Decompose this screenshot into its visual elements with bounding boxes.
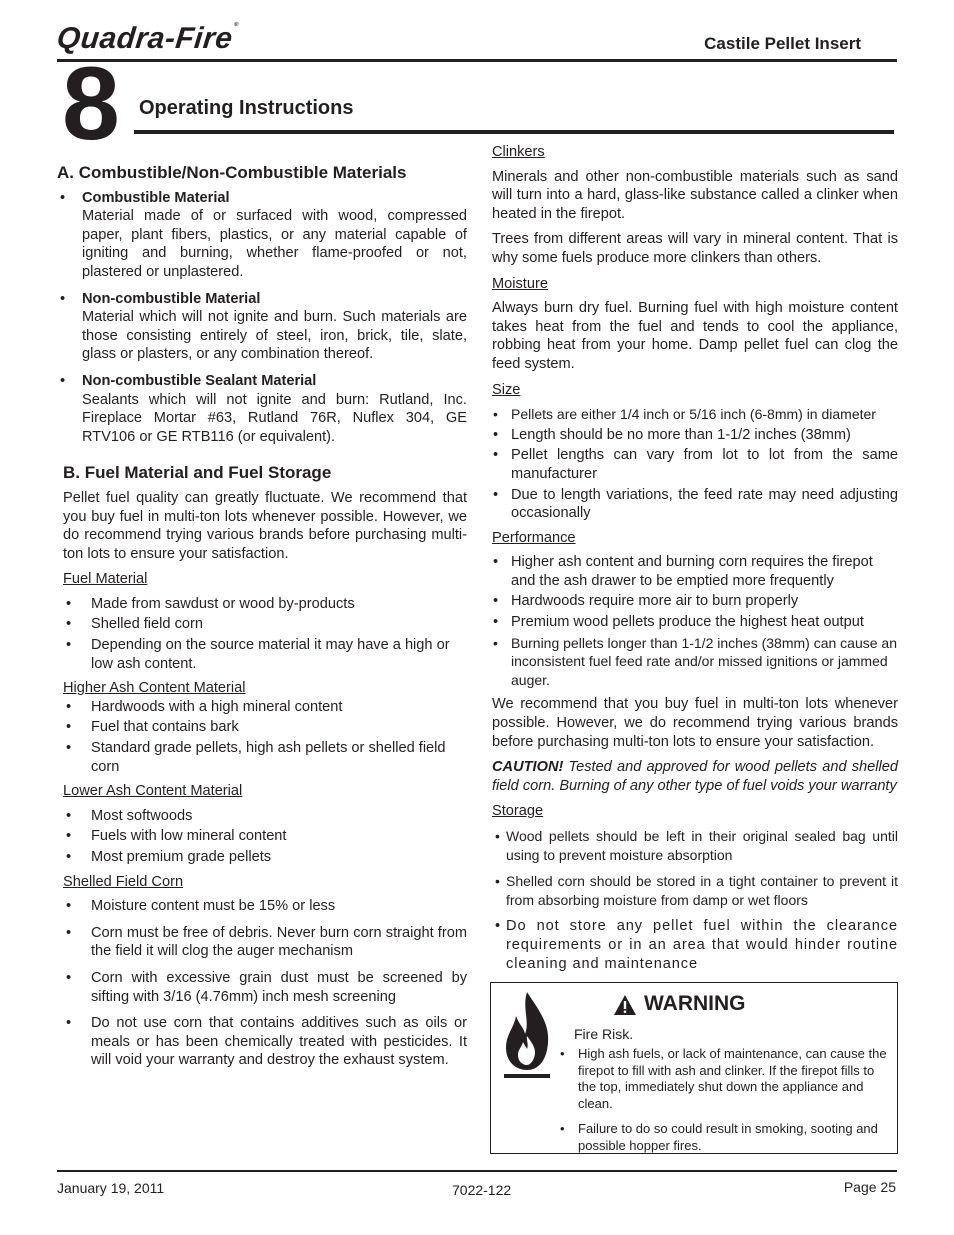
chapter-title: Operating Instructions bbox=[139, 97, 354, 119]
caution-text: Tested and approved for wood pellets and shelled field corn. Burning of any other type of fuel voids your warranty bbox=[492, 759, 898, 794]
chapter-number: 8 bbox=[62, 46, 118, 162]
warning-heading: WARNING bbox=[644, 992, 746, 1015]
list-item: • Shelled field corn bbox=[63, 615, 467, 634]
subheading: Clinkers bbox=[492, 144, 545, 160]
list-item: • Do not store any pellet fuel within the clearance requirements or in an area that would hinder routine cleaning and maintenance bbox=[492, 917, 898, 973]
subheading: Performance bbox=[492, 529, 576, 546]
product-name: Castile Pellet Insert bbox=[704, 34, 861, 53]
list-item: • Moisture content must be 15% or less bbox=[63, 897, 467, 916]
list-item: • Shelled corn should be stored in a tight container to prevent it from absorbing moisture from damp or wet floors bbox=[492, 872, 898, 909]
fire-icon bbox=[500, 990, 555, 1090]
item-text: Material made of or surfaced with wood, compressed paper, plant fibers, plastics, or any material capable of igniting and burning, whether flame-proofed or not, plastered or unplastered. bbox=[82, 208, 467, 280]
warning-item: • High ash fuels, or lack of maintenance, can cause the firepot to fill with ash and clinker. If the firepot fills to the top, immediately shut down the appliance and clean. bbox=[560, 1046, 890, 1112]
brand-logo: Quadra-Fire® bbox=[55, 22, 240, 55]
subheading: Moisture bbox=[492, 275, 548, 292]
warning-triangle-icon bbox=[613, 994, 637, 1021]
subheading: Fuel Material bbox=[63, 571, 148, 588]
list-item bbox=[57, 290, 467, 364]
right-column bbox=[492, 143, 898, 979]
section-b-heading: B. Fuel Material and Fuel Storage bbox=[63, 463, 332, 483]
item-title: • Combustible Material bbox=[82, 189, 230, 206]
list-item: • Depending on the source material it may have a high or low ash content. bbox=[63, 636, 467, 673]
subheading: Size bbox=[492, 381, 521, 398]
item-text: Sealants which will not ignite and burn: Rutland, Inc. Fireplace Mortar #63, Rutland 76R, Nuflex 304, GE RTV106 or GE RTB116 (or equivalent). bbox=[82, 391, 467, 445]
list-item: • Pellets are either 1/4 inch or 5/16 inch (6-8mm) in diameter bbox=[492, 405, 898, 424]
caution-label: CAUTION! bbox=[492, 759, 564, 776]
item-title: • Non-combustible Material bbox=[82, 290, 261, 307]
subheading: Higher Ash Content Material bbox=[63, 680, 246, 697]
list-item: • Hardwoods require more air to burn properly bbox=[492, 592, 898, 611]
list-item: • Do not use corn that contains additives such as oils or meals or has been chemically treated with pesticides. It will void your warranty and destroy the exhaust system. bbox=[63, 1014, 467, 1070]
list-item: • Most softwoods bbox=[63, 807, 467, 826]
title-rule bbox=[134, 130, 894, 134]
footer-doc-number: 7022-122 bbox=[452, 1182, 512, 1198]
list-item: • Corn with excessive grain dust must be screened by sifting with 3/16 (4.76mm) inch mesh screening bbox=[63, 969, 467, 1006]
paragraph: Pellet fuel quality can greatly fluctuate. We recommend that you buy fuel in multi-ton lots whenever possible. However, we do recommend trying various brands before purchasing multi-ton lots to ensure your satisfaction. bbox=[63, 489, 467, 562]
list-item: • Due to length variations, the feed rate may need adjusting occasionally bbox=[492, 486, 898, 523]
footer-page: Page 25 bbox=[843, 1179, 896, 1195]
left-column bbox=[57, 164, 467, 1076]
footer-rule bbox=[57, 1170, 897, 1172]
list-item: • Hardwoods with a high mineral content bbox=[63, 698, 467, 717]
list-item: • Made from sawdust or wood by-products bbox=[63, 595, 467, 614]
caution-note bbox=[492, 758, 898, 795]
list-item: • Premium wood pellets produce the highest heat output bbox=[492, 613, 898, 632]
list-item bbox=[57, 189, 467, 282]
subheading: Shelled Field Corn bbox=[63, 873, 184, 890]
header-rule bbox=[57, 59, 897, 62]
subheading: Lower Ash Content Material bbox=[63, 783, 243, 800]
section-a-heading: A. Combustible/Non-Combustible Materials bbox=[57, 163, 407, 182]
warning-list bbox=[560, 1046, 890, 1164]
item-text: Material which will not ignite and burn. Such materials are those consisting entirely of steel, iron, brick, tile, slate, glass or plasters, or any combination thereof. bbox=[82, 309, 467, 363]
paragraph: Minerals and other non-combustible materials such as sand will turn into a hard, glass-like substance called a clinker when heated in the firepot. bbox=[492, 168, 898, 222]
footer-date: January 19, 2011 bbox=[57, 1180, 165, 1196]
list-item: • Corn must be free of debris. Never burn corn straight from the field it will clog the auger mechanism bbox=[63, 924, 467, 961]
subheading: Storage bbox=[492, 803, 544, 820]
list-item: • Fuel that contains bark bbox=[63, 718, 467, 737]
list-item: • Wood pellets should be left in their original sealed bag until using to prevent moisture absorption bbox=[492, 827, 898, 864]
paragraph: Trees from different areas will vary in mineral content. That is why some fuels produce more clinkers than others. bbox=[492, 231, 898, 266]
paragraph: Always burn dry fuel. Burning fuel with high moisture content takes heat from the fuel and tends to cool the appliance, robbing heat from your home. Damp pellet fuel can clog the feed system. bbox=[492, 300, 898, 372]
paragraph: We recommend that you buy fuel in multi-ton lots whenever possible. However, we do recommend trying various brands before purchasing multi-ton lots to ensure your satisfaction. bbox=[492, 696, 898, 750]
item-title: • Non-combustible Sealant Material bbox=[82, 372, 317, 389]
warning-item: • Failure to do so could result in smoking, sooting and possible hopper fires. bbox=[560, 1121, 890, 1154]
list-item: • Burning pellets longer than 1-1/2 inches (38mm) can cause an inconsistent fuel feed rate and/or missed ignitions or jammed auger. bbox=[492, 634, 898, 690]
list-item bbox=[57, 372, 467, 446]
list-item: • Fuels with low mineral content bbox=[63, 827, 467, 846]
list-item: • Standard grade pellets, high ash pellets or shelled field corn bbox=[63, 739, 467, 776]
warning-subtitle: Fire Risk. bbox=[574, 1026, 634, 1042]
list-item: • Higher ash content and burning corn requires the firepot and the ash drawer to be emptied more frequently bbox=[492, 553, 898, 590]
list-item: • Length should be no more than 1-1/2 inches (38mm) bbox=[492, 426, 898, 445]
list-item: • Pellet lengths can vary from lot to lot from the same manufacturer bbox=[492, 446, 898, 483]
list-item: • Most premium grade pellets bbox=[63, 848, 467, 867]
